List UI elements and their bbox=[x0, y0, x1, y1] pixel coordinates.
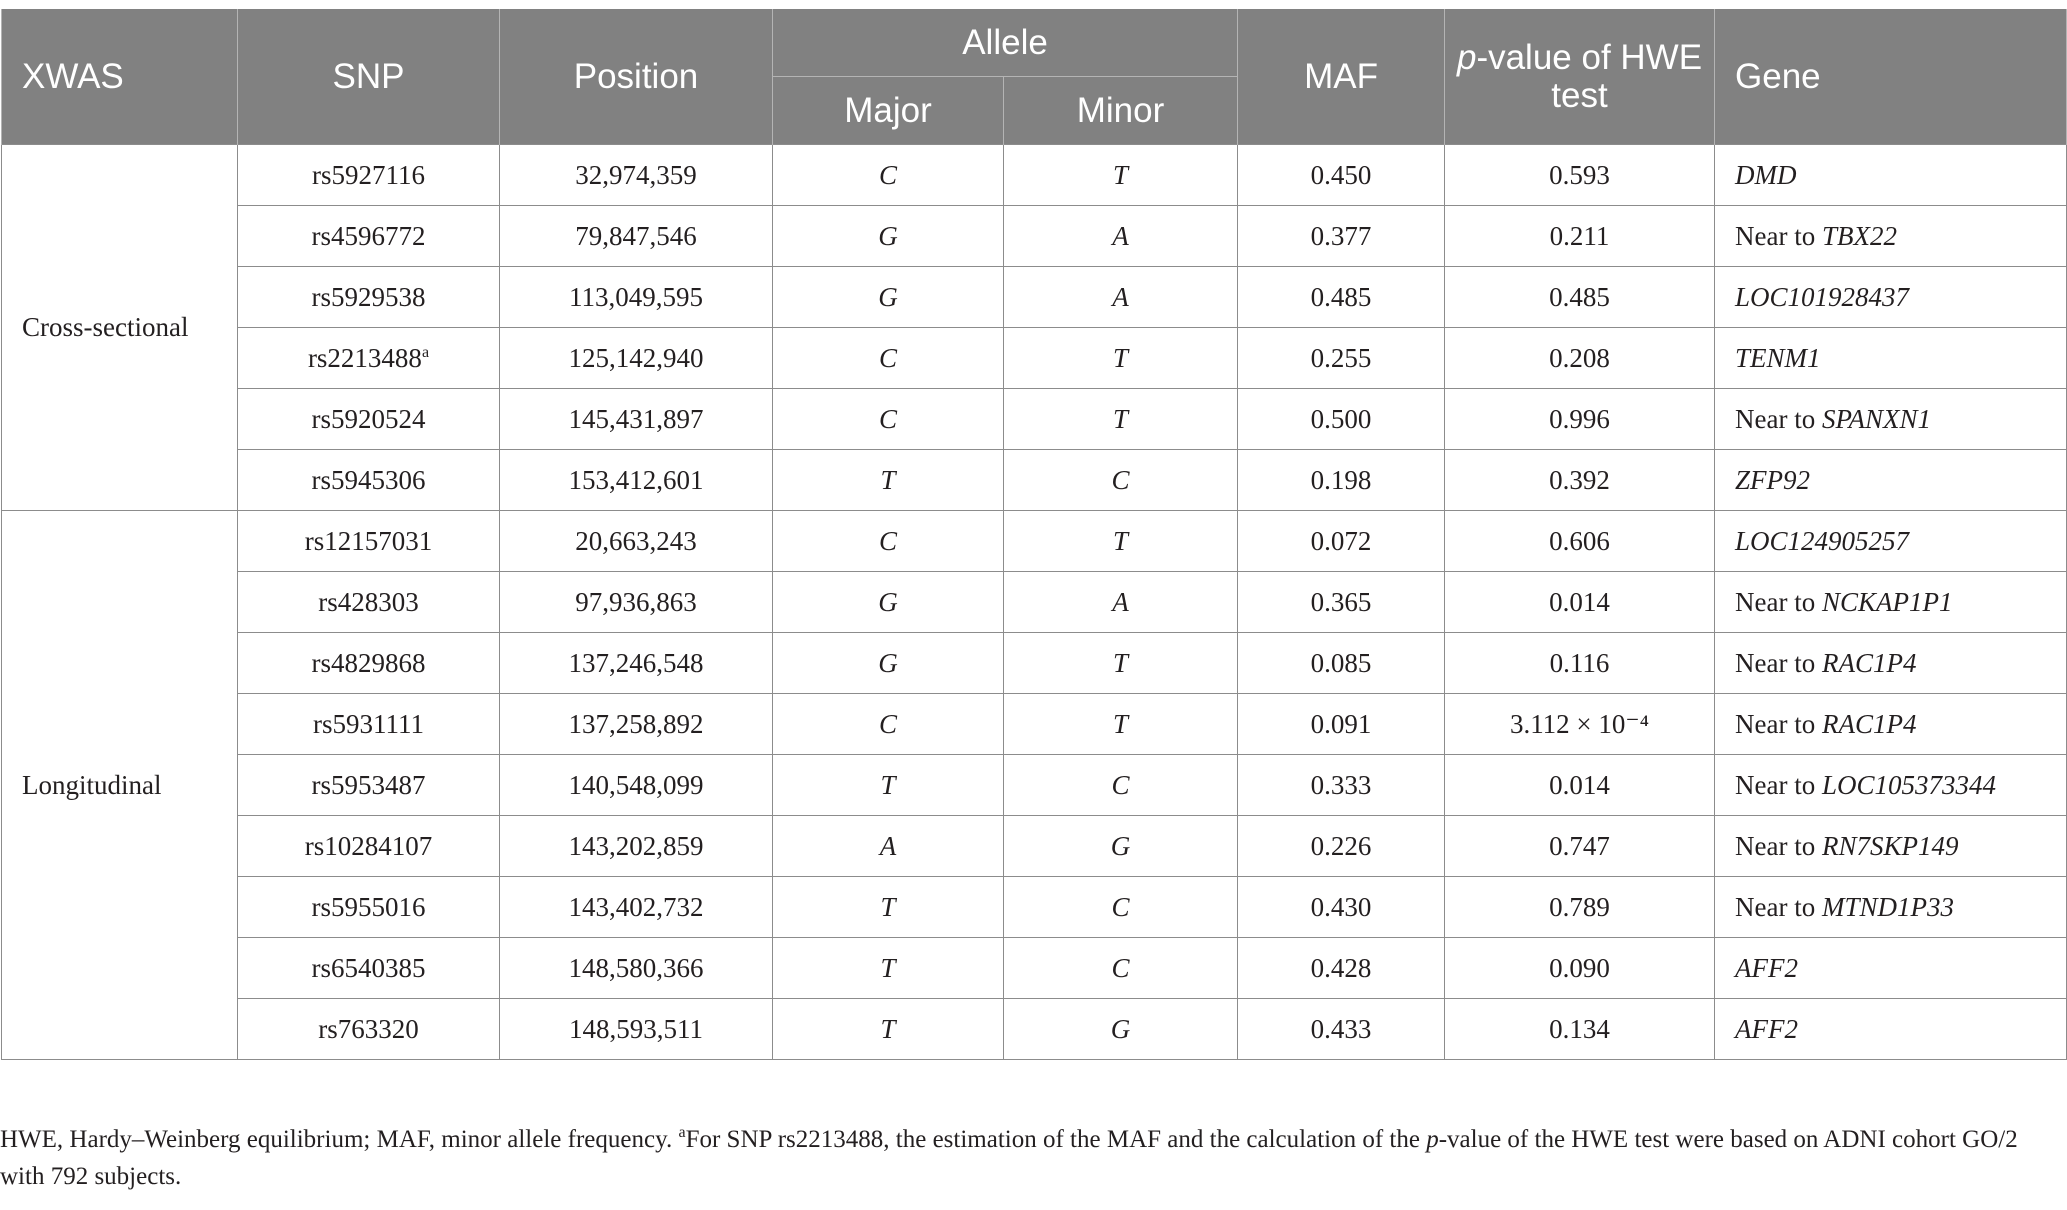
gene-prefix: Near to bbox=[1735, 769, 1822, 800]
pvalue-cell: 0.485 bbox=[1445, 267, 1715, 328]
maf-cell: 0.198 bbox=[1238, 450, 1445, 511]
major-allele-cell: T bbox=[773, 938, 1004, 999]
gene-name: AFF2 bbox=[1735, 1013, 1798, 1044]
snp-cell bbox=[238, 267, 500, 328]
snp-cell bbox=[238, 206, 500, 267]
table-row bbox=[2, 999, 2067, 1060]
pvalue-cell: 0.116 bbox=[1445, 633, 1715, 694]
table-row bbox=[2, 450, 2067, 511]
table-row bbox=[2, 816, 2067, 877]
position-cell: 148,580,366 bbox=[500, 938, 773, 999]
gene-cell bbox=[1715, 206, 2067, 267]
header-xwas: XWAS bbox=[2, 9, 238, 145]
minor-allele-cell: C bbox=[1004, 938, 1238, 999]
table-row bbox=[2, 572, 2067, 633]
header-pvalue-rest: -value of HWE test bbox=[1476, 37, 1703, 115]
xwas-group-cell: Cross-sectional bbox=[2, 145, 238, 511]
maf-cell: 0.428 bbox=[1238, 938, 1445, 999]
position-cell: 137,258,892 bbox=[500, 694, 773, 755]
header-gene: Gene bbox=[1715, 9, 2067, 145]
snp-id: rs5931111 bbox=[313, 708, 424, 739]
pvalue-cell: 0.014 bbox=[1445, 572, 1715, 633]
table-row bbox=[2, 206, 2067, 267]
minor-allele-cell: C bbox=[1004, 877, 1238, 938]
major-allele-cell: G bbox=[773, 206, 1004, 267]
minor-allele-cell: T bbox=[1004, 511, 1238, 572]
snp-cell bbox=[238, 633, 500, 694]
minor-allele-cell: G bbox=[1004, 816, 1238, 877]
snp-id: rs2213488 bbox=[307, 342, 422, 373]
minor-allele-cell: T bbox=[1004, 389, 1238, 450]
snp-cell bbox=[238, 938, 500, 999]
major-allele-cell: C bbox=[773, 145, 1004, 206]
pvalue-cell: 3.112 × 10⁻⁴ bbox=[1445, 694, 1715, 755]
position-cell: 79,847,546 bbox=[500, 206, 773, 267]
gene-cell bbox=[1715, 450, 2067, 511]
snp-id: rs4829868 bbox=[311, 647, 426, 678]
minor-allele-cell: T bbox=[1004, 145, 1238, 206]
snp-results-table bbox=[1, 9, 2067, 1060]
snp-cell bbox=[238, 389, 500, 450]
gene-name: ZFP92 bbox=[1735, 464, 1811, 495]
snp-cell bbox=[238, 755, 500, 816]
header-allele: Allele bbox=[773, 9, 1238, 77]
gene-prefix: Near to bbox=[1735, 647, 1822, 678]
snp-id: rs5929538 bbox=[311, 281, 426, 312]
header-pvalue bbox=[1445, 9, 1715, 145]
position-cell: 148,593,511 bbox=[500, 999, 773, 1060]
footnote-text: For SNP rs2213488, the estimation of the MAF and the calculation of the bbox=[685, 1126, 1427, 1153]
header-maf: MAF bbox=[1238, 9, 1445, 145]
maf-cell: 0.085 bbox=[1238, 633, 1445, 694]
header-snp: SNP bbox=[238, 9, 500, 145]
pvalue-cell: 0.208 bbox=[1445, 328, 1715, 389]
snp-footnote-marker: a bbox=[421, 343, 430, 361]
maf-cell: 0.072 bbox=[1238, 511, 1445, 572]
gene-cell bbox=[1715, 755, 2067, 816]
position-cell: 125,142,940 bbox=[500, 328, 773, 389]
gene-name: AFF2 bbox=[1735, 952, 1798, 983]
maf-cell: 0.450 bbox=[1238, 145, 1445, 206]
xwas-group-cell: Longitudinal bbox=[2, 511, 238, 1060]
maf-cell: 0.433 bbox=[1238, 999, 1445, 1060]
header-minor: Minor bbox=[1004, 77, 1238, 145]
major-allele-cell: T bbox=[773, 755, 1004, 816]
table-row bbox=[2, 511, 2067, 572]
pvalue-cell: 0.747 bbox=[1445, 816, 1715, 877]
footnote-p-italic: p bbox=[1426, 1126, 1439, 1153]
snp-id: rs5945306 bbox=[311, 464, 426, 495]
minor-allele-cell: A bbox=[1004, 572, 1238, 633]
header-pvalue-p: p bbox=[1456, 37, 1477, 77]
table-row bbox=[2, 877, 2067, 938]
pvalue-cell: 0.789 bbox=[1445, 877, 1715, 938]
position-cell: 97,936,863 bbox=[500, 572, 773, 633]
pvalue-cell: 0.593 bbox=[1445, 145, 1715, 206]
position-cell: 145,431,897 bbox=[500, 389, 773, 450]
table-row bbox=[2, 938, 2067, 999]
footnote-marker: a bbox=[678, 1124, 686, 1141]
major-allele-cell: G bbox=[773, 633, 1004, 694]
snp-cell bbox=[238, 999, 500, 1060]
maf-cell: 0.377 bbox=[1238, 206, 1445, 267]
minor-allele-cell: T bbox=[1004, 328, 1238, 389]
major-allele-cell: A bbox=[773, 816, 1004, 877]
footnote-text-end: -value of the HWE test were based on ADNI cohort GO/2 with 792 subjects. bbox=[0, 1126, 2018, 1190]
major-allele-cell: C bbox=[773, 328, 1004, 389]
gene-cell bbox=[1715, 389, 2067, 450]
pvalue-cell: 0.211 bbox=[1445, 206, 1715, 267]
table-row bbox=[2, 633, 2067, 694]
maf-cell: 0.091 bbox=[1238, 694, 1445, 755]
minor-allele-cell: A bbox=[1004, 267, 1238, 328]
position-cell: 140,548,099 bbox=[500, 755, 773, 816]
snp-cell bbox=[238, 572, 500, 633]
gene-cell bbox=[1715, 694, 2067, 755]
maf-cell: 0.333 bbox=[1238, 755, 1445, 816]
gene-cell bbox=[1715, 938, 2067, 999]
snp-cell bbox=[238, 694, 500, 755]
pvalue-cell: 0.392 bbox=[1445, 450, 1715, 511]
minor-allele-cell: C bbox=[1004, 450, 1238, 511]
major-allele-cell: C bbox=[773, 511, 1004, 572]
maf-cell: 0.365 bbox=[1238, 572, 1445, 633]
table-row bbox=[2, 694, 2067, 755]
gene-name: SPANXN1 bbox=[1821, 403, 1931, 434]
major-allele-cell: T bbox=[773, 999, 1004, 1060]
table-row bbox=[2, 267, 2067, 328]
minor-allele-cell: T bbox=[1004, 633, 1238, 694]
header-major: Major bbox=[773, 77, 1004, 145]
snp-id: rs5953487 bbox=[311, 769, 426, 800]
pvalue-cell: 0.996 bbox=[1445, 389, 1715, 450]
minor-allele-cell: A bbox=[1004, 206, 1238, 267]
snp-id: rs4596772 bbox=[311, 220, 426, 251]
maf-cell: 0.500 bbox=[1238, 389, 1445, 450]
minor-allele-cell: G bbox=[1004, 999, 1238, 1060]
gene-name: DMD bbox=[1735, 159, 1797, 190]
table-header bbox=[2, 9, 2067, 145]
snp-id: rs12157031 bbox=[304, 525, 433, 556]
major-allele-cell: C bbox=[773, 389, 1004, 450]
major-allele-cell: C bbox=[773, 694, 1004, 755]
position-cell: 32,974,359 bbox=[500, 145, 773, 206]
snp-cell bbox=[238, 145, 500, 206]
position-cell: 143,202,859 bbox=[500, 816, 773, 877]
maf-cell: 0.226 bbox=[1238, 816, 1445, 877]
table-row bbox=[2, 389, 2067, 450]
gene-prefix: Near to bbox=[1735, 586, 1822, 617]
gene-name: NCKAP1P1 bbox=[1821, 586, 1953, 617]
snp-cell bbox=[238, 816, 500, 877]
gene-cell bbox=[1715, 816, 2067, 877]
header-position: Position bbox=[500, 9, 773, 145]
pvalue-cell: 0.134 bbox=[1445, 999, 1715, 1060]
gene-name: RAC1P4 bbox=[1821, 708, 1917, 739]
gene-name: LOC124905257 bbox=[1735, 525, 1910, 556]
gene-prefix: Near to bbox=[1735, 891, 1822, 922]
gene-name: RAC1P4 bbox=[1821, 647, 1917, 678]
minor-allele-cell: T bbox=[1004, 694, 1238, 755]
maf-cell: 0.485 bbox=[1238, 267, 1445, 328]
snp-cell bbox=[238, 511, 500, 572]
maf-cell: 0.430 bbox=[1238, 877, 1445, 938]
table-row bbox=[2, 755, 2067, 816]
snp-id: rs428303 bbox=[318, 586, 419, 617]
maf-cell: 0.255 bbox=[1238, 328, 1445, 389]
gene-name: TBX22 bbox=[1821, 220, 1897, 251]
gene-cell bbox=[1715, 572, 2067, 633]
gene-cell bbox=[1715, 328, 2067, 389]
table-body bbox=[2, 145, 2067, 1060]
snp-id: rs5920524 bbox=[311, 403, 426, 434]
gene-name: RN7SKP149 bbox=[1821, 830, 1959, 861]
gene-cell bbox=[1715, 267, 2067, 328]
position-cell: 137,246,548 bbox=[500, 633, 773, 694]
snp-id: rs10284107 bbox=[304, 830, 433, 861]
position-cell: 113,049,595 bbox=[500, 267, 773, 328]
major-allele-cell: G bbox=[773, 572, 1004, 633]
gene-prefix: Near to bbox=[1735, 708, 1822, 739]
table-footnote bbox=[0, 1121, 2050, 1195]
footnote-abbreviations: HWE, Hardy–Weinberg equilibrium; MAF, minor allele frequency. bbox=[0, 1126, 679, 1153]
pvalue-cell: 0.606 bbox=[1445, 511, 1715, 572]
snp-cell bbox=[238, 328, 500, 389]
gene-name: TENM1 bbox=[1735, 342, 1821, 373]
gene-cell bbox=[1715, 999, 2067, 1060]
snp-id: rs5927116 bbox=[312, 159, 425, 190]
snp-cell bbox=[238, 450, 500, 511]
gene-name: LOC101928437 bbox=[1735, 281, 1910, 312]
gene-prefix: Near to bbox=[1735, 830, 1822, 861]
gene-name: LOC105373344 bbox=[1821, 769, 1997, 800]
minor-allele-cell: C bbox=[1004, 755, 1238, 816]
position-cell: 153,412,601 bbox=[500, 450, 773, 511]
snp-id: rs5955016 bbox=[311, 891, 426, 922]
snp-id: rs763320 bbox=[318, 1013, 419, 1044]
gene-cell bbox=[1715, 877, 2067, 938]
gene-cell bbox=[1715, 633, 2067, 694]
gene-name: MTND1P33 bbox=[1821, 891, 1954, 922]
gene-prefix: Near to bbox=[1735, 403, 1822, 434]
pvalue-cell: 0.014 bbox=[1445, 755, 1715, 816]
position-cell: 20,663,243 bbox=[500, 511, 773, 572]
gene-prefix: Near to bbox=[1735, 220, 1822, 251]
major-allele-cell: T bbox=[773, 450, 1004, 511]
gene-cell bbox=[1715, 511, 2067, 572]
snp-cell bbox=[238, 877, 500, 938]
pvalue-cell: 0.090 bbox=[1445, 938, 1715, 999]
table-row bbox=[2, 328, 2067, 389]
major-allele-cell: T bbox=[773, 877, 1004, 938]
gene-cell bbox=[1715, 145, 2067, 206]
snp-id: rs6540385 bbox=[311, 952, 426, 983]
position-cell: 143,402,732 bbox=[500, 877, 773, 938]
table-row bbox=[2, 145, 2067, 206]
major-allele-cell: G bbox=[773, 267, 1004, 328]
